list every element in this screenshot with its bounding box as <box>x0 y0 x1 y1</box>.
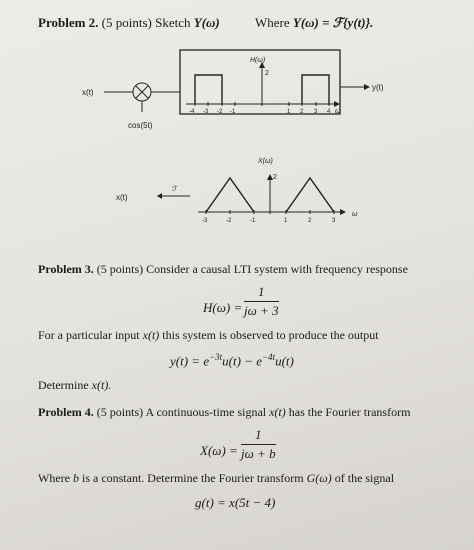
fraction-denominator: jω + 3 <box>244 303 279 318</box>
problem3-text2 <box>38 328 379 343</box>
tick-label: -4 <box>189 109 195 115</box>
input-label: x(t) <box>82 88 94 97</box>
tick-label: 3 <box>314 109 318 115</box>
text-segment: of the signal <box>334 471 395 485</box>
filter-axis-arrow-icon <box>334 101 340 107</box>
spectrum-axis-arrow-icon <box>340 209 346 215</box>
fraction-numerator: 1 <box>241 427 276 445</box>
transform-arrow-icon <box>157 193 190 199</box>
spectrum-diagram <box>0 150 474 230</box>
problem4-title: Problem 4. <box>38 405 94 419</box>
filter-label: H(ω) <box>250 57 266 64</box>
output-arrow-icon <box>364 84 370 90</box>
problem3-fraction <box>244 284 279 319</box>
spectrum-label: X(ω) <box>258 158 273 165</box>
multiplier-icon <box>133 83 151 101</box>
problem4-fraction <box>241 427 276 462</box>
tick-label: 1 <box>284 218 288 224</box>
problem2-sketch-var: Y(ω) <box>193 15 220 30</box>
passband-right <box>302 75 329 104</box>
exp-sup: −3t <box>209 352 223 362</box>
text-var: x(t) <box>269 405 286 419</box>
text-var: G(ω) <box>306 471 332 485</box>
text-segment: this system is observed to produce the output <box>162 328 379 342</box>
filter-amp: 2 <box>265 70 269 77</box>
problem4-signal-eq: g(t) = x(5t − 4) <box>195 495 276 510</box>
text-segment: is a constant. Determine the Fourier transform <box>81 471 304 485</box>
fraction-denominator: jω + b <box>241 446 276 461</box>
filter-axis-label: ω <box>335 108 341 115</box>
text-segment: Determine <box>38 378 89 392</box>
output-label: y(t) <box>372 83 384 92</box>
where-equation: Y(ω) = ℱ{y(t)}. <box>292 15 374 30</box>
problem2-points: (5 points) Sketch <box>101 15 191 30</box>
problem3-eq-lhs: H(ω) = <box>203 300 243 315</box>
tick-label: -2 <box>226 218 232 224</box>
passband-left <box>195 75 222 104</box>
triangle-left <box>206 178 254 212</box>
text-var: x(t). <box>91 378 112 392</box>
text-segment: (5 points) A continuous-time signal <box>96 405 267 419</box>
problem4-eq-lhs: X(ω) = <box>200 443 238 458</box>
tick-label: 4 <box>327 109 331 115</box>
problem3-determine <box>38 378 111 393</box>
transform-label: ℱ <box>172 186 178 193</box>
where-label: Where <box>255 15 290 30</box>
signal-label: x(t) <box>116 193 128 202</box>
problem3-intro <box>38 262 408 277</box>
problem2-title: Problem 2. <box>38 15 99 30</box>
fraction-numerator: 1 <box>244 284 279 302</box>
problem4-intro <box>38 405 410 420</box>
tick-label: -3 <box>203 109 209 115</box>
problem4-text2 <box>38 471 394 486</box>
tick-label: 2 <box>308 218 312 224</box>
problem3-title: Problem 3. <box>38 262 94 276</box>
spectrum-axis-label: ω <box>352 211 358 218</box>
problem3-text: (5 points) Consider a causal LTI system with frequency response <box>96 262 408 276</box>
tick-label: 2 <box>300 109 304 115</box>
carrier-label: cos(5t) <box>128 121 153 130</box>
text-segment: For a particular input <box>38 328 140 342</box>
tick-label: -3 <box>202 218 208 224</box>
text-var: x(t) <box>142 328 160 342</box>
text-segment: Where <box>38 471 70 485</box>
spectrum-amp: 2 <box>273 174 277 181</box>
tick-label: 3 <box>332 218 336 224</box>
tick-label: 1 <box>287 109 291 115</box>
tick-label: -1 <box>230 109 236 115</box>
tick-label: -2 <box>217 109 223 115</box>
problem2-where <box>255 15 373 31</box>
triangle-right <box>286 178 334 212</box>
problem2-header <box>38 15 220 31</box>
exp-sup: −4t <box>261 352 276 362</box>
text-segment: has the Fourier transform <box>288 405 411 419</box>
text-var: b <box>72 471 79 485</box>
problem3-output-eq: $y(t) = e^{-3t}u(t) - e^{-4t}u(t)$ <box>170 352 294 369</box>
tick-label: -1 <box>250 218 256 224</box>
